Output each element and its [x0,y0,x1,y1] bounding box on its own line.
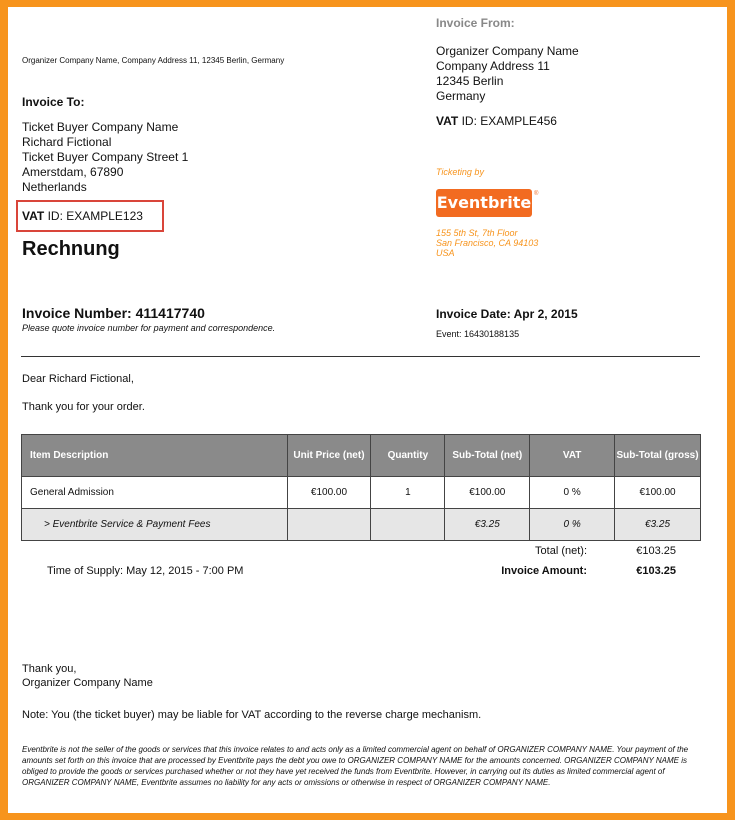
table-row [22,477,701,509]
column-header: Quantity [371,435,445,477]
column-header: Unit Price (net) [287,435,371,477]
eventbrite-address [436,228,538,258]
address-line: Germany [436,89,486,103]
ticketing-by-label: Ticketing by [436,167,484,177]
address-line: Netherlands [22,180,87,194]
seller-vat-id [436,114,557,129]
vat-value: ID: EXAMPLE456 [461,114,557,128]
invoice-amount-label: Invoice Amount: [501,565,587,577]
disclaimer: Eventbrite is not the seller of the goods or services that this invoice relates to and acts only as a limited commercial agent on behalf of ORGANIZER COMPANY NAME. Your payment of the amounts set forth on this invoice that are processed by Eventbrite pays the debt you owe to ORGANIZER COMPANY NAME for the amounts concerned. ORGANIZER COMPANY NAME is obliged to provide the goods or services purchased whether or not they have yet received the funds from Eventbrite. However, in carrying out its duties as limited commercial agent of ORGANIZER COMPANY NAME, Eventbrite assumes no liability for any acts or omissions or otherwise in respect of ORGANIZER COMPANY NAME. [22,745,689,787]
table-row [22,509,701,541]
item-description: General Admission [22,477,288,509]
address-line: Ticket Buyer Company Street 1 [22,150,189,164]
document-title: Rechnung [22,238,120,260]
invoice-date [436,307,578,321]
quantity [371,509,445,541]
address-line: USA [436,248,455,258]
vat-label: VAT [22,209,45,223]
unit-price [287,509,371,541]
vat-rate: 0 % [530,509,615,541]
invoice-number-label: Invoice Number: [22,305,132,321]
column-header: Item Description [22,435,288,477]
vat-rate: 0 % [530,477,615,509]
thanks-for-order: Thank you for your order. [22,401,145,413]
subtotal-net: €100.00 [445,477,530,509]
address-line: Ticket Buyer Company Name [22,120,179,134]
time-of-supply: Time of Supply: May 12, 2015 - 7:00 PM [47,565,244,577]
divider [21,356,700,357]
invoice-to-address [22,120,188,195]
address-line: Company Address 11 [436,59,550,73]
invoice-from-heading: Invoice From: [436,16,515,30]
closing [22,662,153,690]
greeting: Dear Richard Fictional, [22,373,134,385]
item-description: > Eventbrite Service & Payment Fees [22,509,288,541]
column-header: Sub-Total (gross) [615,435,701,477]
invoice-to-heading: Invoice To: [22,95,85,109]
subtotal-net: €3.25 [445,509,530,541]
invoice-page [8,7,727,813]
subtotal-gross: €3.25 [615,509,701,541]
invoice-number [22,305,205,321]
event-id: Event: 16430188135 [436,329,520,339]
subtotal-gross: €100.00 [615,477,701,509]
sender-line: Organizer Company Name, Company Address 11, 12345 Berlin, Germany [22,56,285,65]
invoice-from-address [436,44,579,104]
invoice-date-value: Apr 2, 2015 [513,307,578,321]
column-header: VAT [530,435,615,477]
address-line: 12345 Berlin [436,74,504,88]
invoice-date-label: Invoice Date: [436,307,511,321]
closing-line: Thank you, [22,663,77,675]
total-net-value: €103.25 [636,545,676,557]
address-line: Organizer Company Name [436,44,579,58]
total-net-label: Total (net): [535,545,587,557]
invoice-number-value: 411417740 [135,305,205,321]
quantity: 1 [371,477,445,509]
address-line: 155 5th St, 7th Floor [436,228,518,238]
eventbrite-logo: Eventbrite [436,189,532,217]
closing-line: Organizer Company Name [22,677,153,689]
vat-note: Note: You (the ticket buyer) may be liable for VAT according to the reverse charge mechanism. [22,709,482,721]
table-header-row [22,435,701,477]
address-line: San Francisco, CA 94103 [436,238,539,248]
invoice-number-note: Please quote invoice number for payment and correspondence. [22,323,276,333]
unit-price: €100.00 [287,477,371,509]
address-line: Richard Fictional [22,135,112,149]
column-header: Sub-Total (net) [445,435,530,477]
items-table [21,434,701,541]
registered-mark: ® [534,191,539,197]
invoice-amount-value: €103.25 [636,565,676,577]
buyer-vat-id [22,209,143,224]
vat-label: VAT [436,114,459,128]
address-line: Amerstdam, 67890 [22,165,124,179]
vat-value: ID: EXAMPLE123 [47,209,143,223]
